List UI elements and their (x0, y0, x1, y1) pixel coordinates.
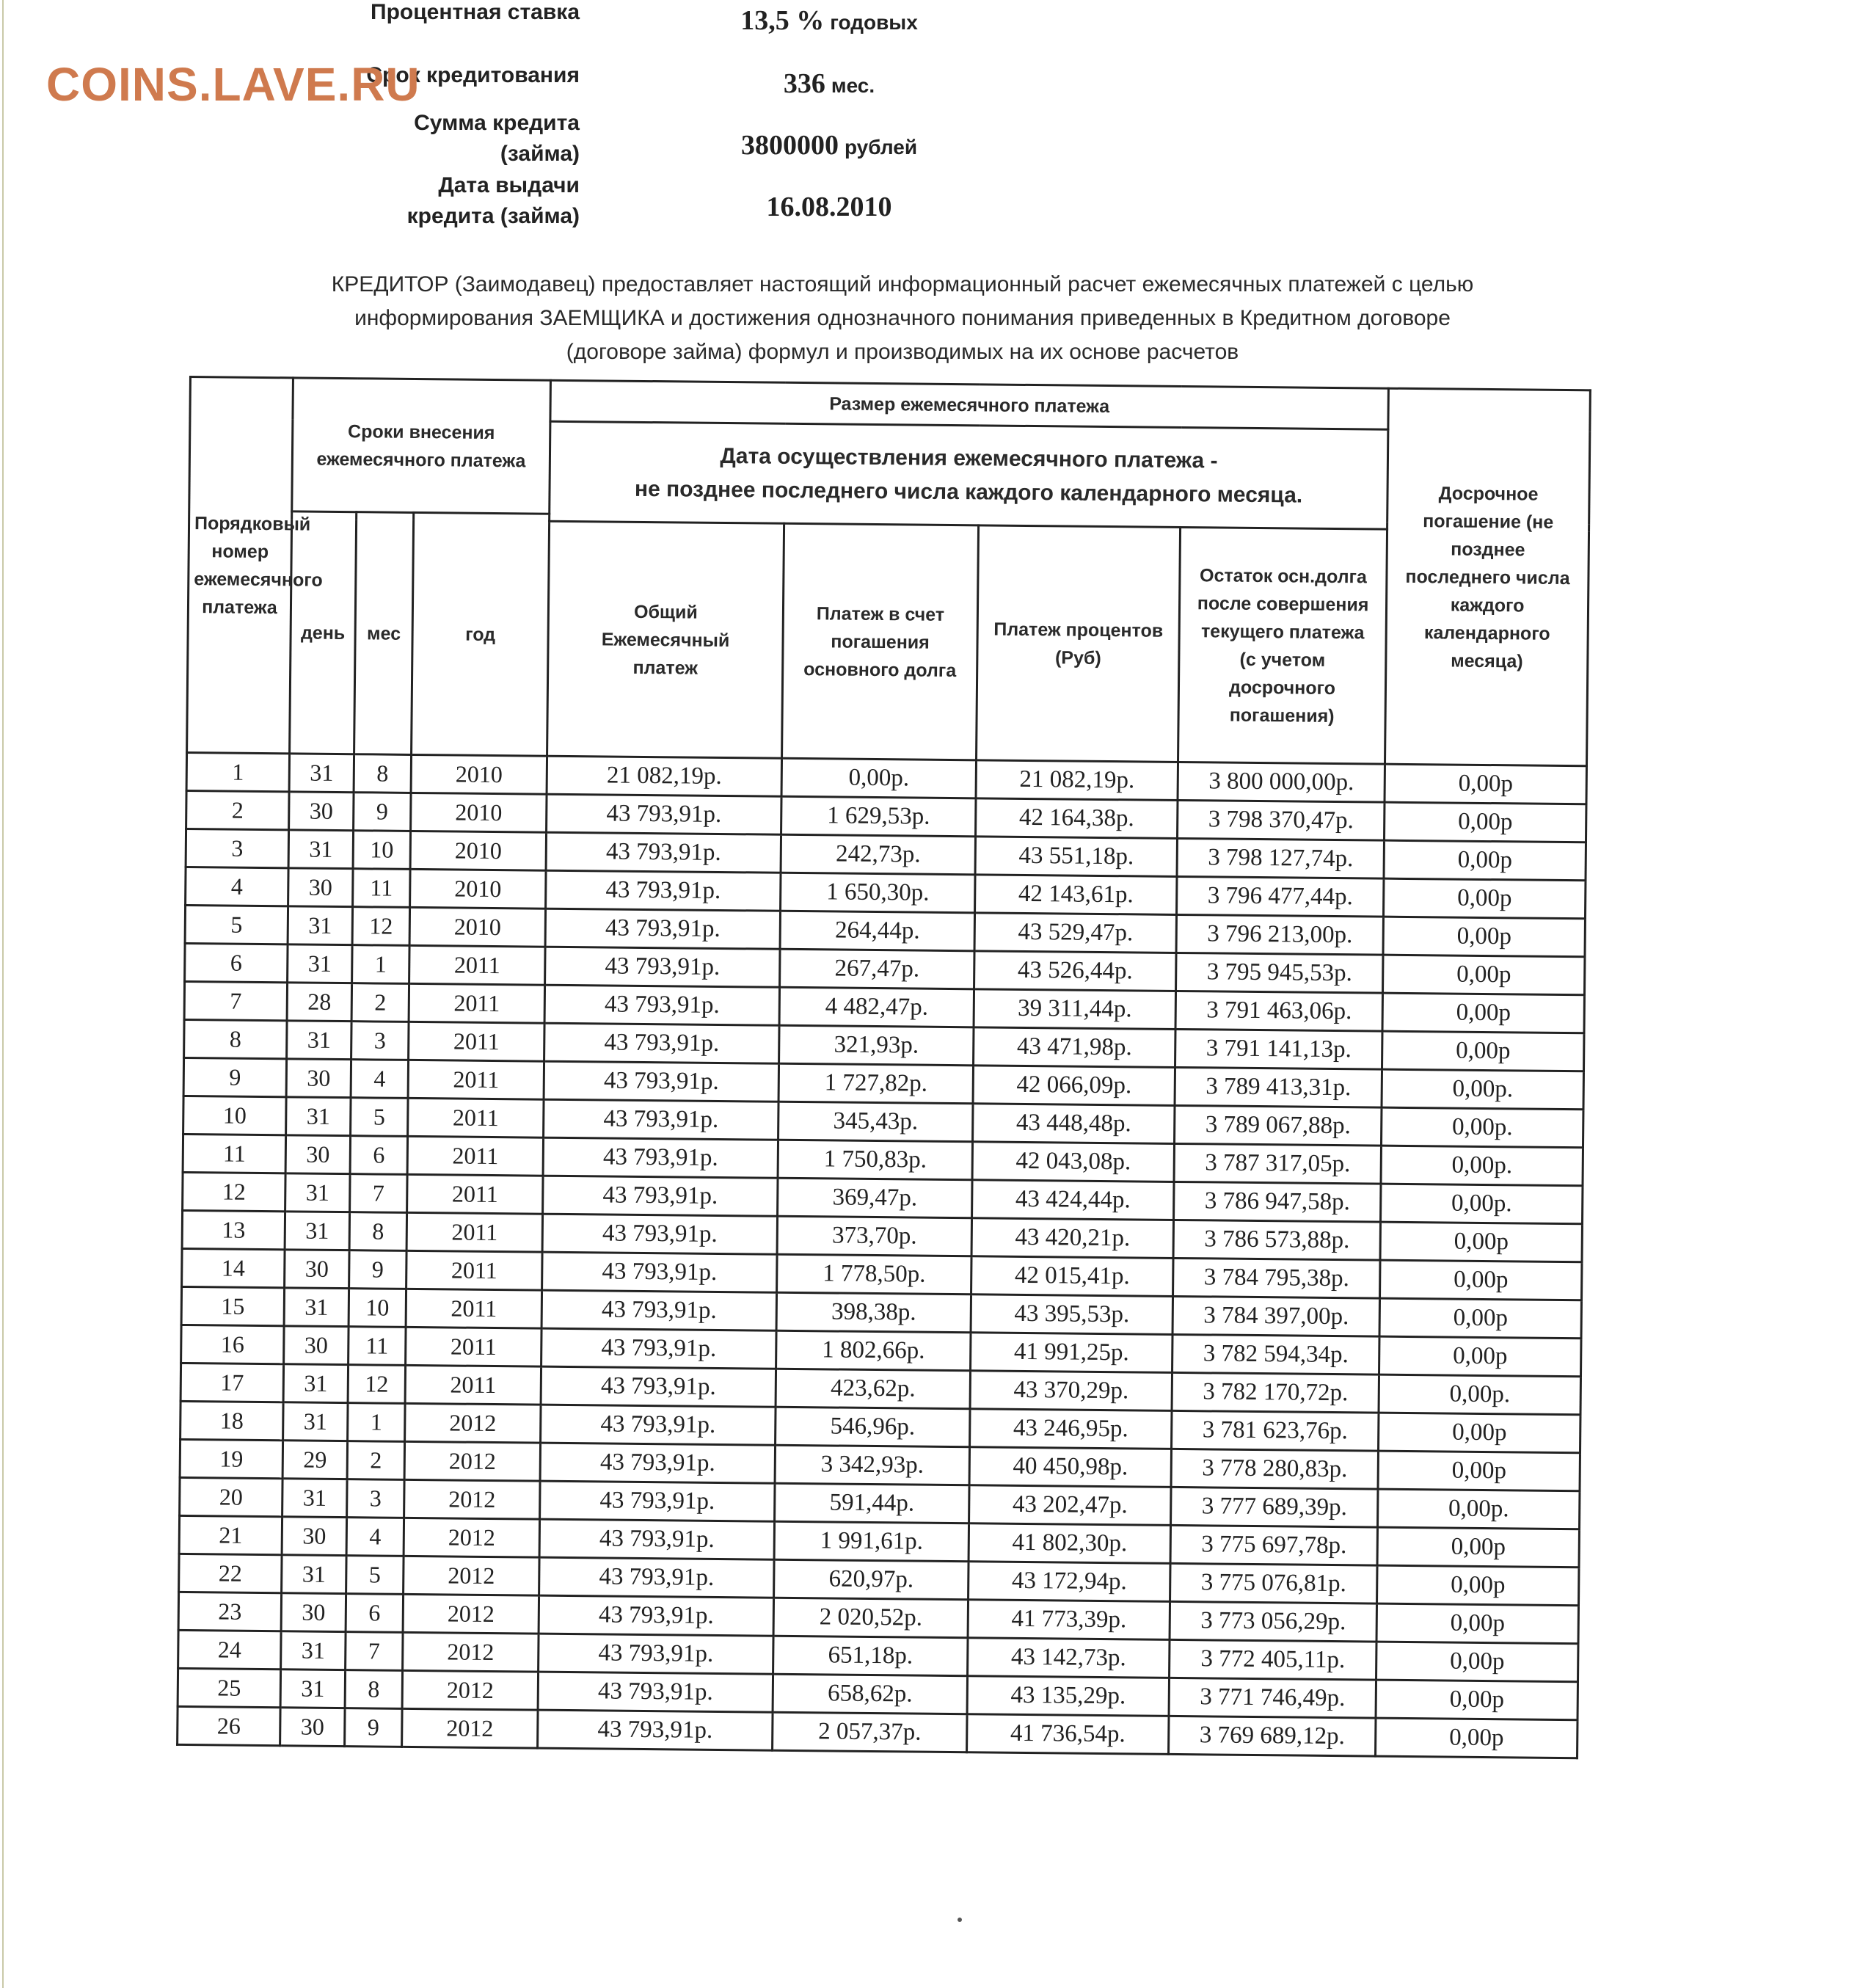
cell-day: 30 (289, 792, 354, 831)
cell-total: 43 793,91р. (546, 832, 781, 873)
cell-day: 30 (280, 1708, 345, 1747)
cell-balance: 3 798 127,74р. (1177, 838, 1385, 878)
intro-paragraph (293, 268, 1511, 369)
cell-total: 43 793,91р. (542, 1214, 777, 1254)
cell-principal: 1 650,30р. (781, 873, 975, 913)
cell-number: 13 (182, 1210, 285, 1249)
cell-day: 31 (283, 1364, 348, 1403)
cell-balance: 3 778 280,83р. (1171, 1449, 1379, 1489)
cell-day: 31 (287, 1021, 351, 1060)
cell-balance: 3 791 141,13р. (1175, 1029, 1383, 1069)
cell-balance: 3 786 947,58р. (1174, 1181, 1382, 1222)
cell-balance: 3 772 405,11р. (1170, 1639, 1377, 1680)
cell-number: 26 (178, 1706, 280, 1745)
cell-number: 2 (186, 790, 289, 829)
cell-year: 2010 (411, 793, 547, 832)
term-unit: мес. (831, 74, 875, 97)
cell-prepayment: 0,00р (1383, 917, 1585, 957)
header-payment-deadline-line2: не позднее последнего числа каждого календарного месяца. (634, 476, 1303, 508)
cell-interest: 41 991,25р. (971, 1333, 1172, 1373)
cell-interest: 43 551,18р. (975, 837, 1177, 877)
header-month: мес (354, 512, 414, 755)
cell-month: 2 (351, 983, 409, 1022)
cell-number: 25 (178, 1668, 280, 1707)
cell-prepayment: 0,00р (1376, 1718, 1578, 1758)
cell-day: 30 (281, 1593, 346, 1632)
cell-balance: 3 773 056,29р. (1170, 1601, 1377, 1642)
cell-balance: 3 771 746,49р. (1169, 1678, 1376, 1718)
cell-year: 2011 (409, 983, 545, 1023)
cell-balance: 3 775 076,81р. (1170, 1563, 1378, 1603)
cell-day: 31 (289, 754, 354, 793)
cell-prepayment: 0,00р (1380, 1222, 1582, 1262)
cell-balance: 3 782 594,34р. (1172, 1334, 1380, 1375)
cell-balance: 3 796 477,44р. (1177, 876, 1385, 917)
cell-total: 43 793,91р. (540, 1443, 775, 1483)
cell-day: 28 (287, 983, 351, 1022)
cell-principal: 2 057,37р. (773, 1712, 967, 1752)
cell-principal: 1 750,83р. (778, 1140, 972, 1180)
cell-number: 1 (186, 752, 289, 791)
cell-principal: 4 482,47р. (779, 987, 974, 1027)
date-value: 16.08.2010 (766, 192, 892, 222)
cell-number: 8 (184, 1019, 287, 1058)
cell-prepayment: 0,00р (1377, 1565, 1579, 1606)
cell-total: 43 793,91р. (538, 1672, 773, 1712)
cell-number: 15 (181, 1286, 284, 1325)
cell-interest: 43 395,53р. (971, 1295, 1172, 1335)
cell-year: 2010 (410, 869, 547, 909)
cell-year: 2012 (403, 1594, 539, 1634)
cell-prepayment: 0,00р (1380, 1260, 1582, 1300)
amount-label-line2: (займа) (500, 142, 580, 166)
cell-total: 43 793,91р. (539, 1557, 774, 1598)
cell-interest: 41 802,30р. (969, 1523, 1170, 1564)
cell-total: 43 793,91р. (542, 1252, 777, 1292)
cell-prepayment: 0,00р. (1378, 1489, 1580, 1529)
cell-year: 2012 (404, 1479, 541, 1519)
cell-number: 7 (184, 981, 287, 1020)
cell-month: 9 (354, 793, 411, 831)
header-remaining-balance: Остаток осн.долга после совершения текущего платежа (с учетом досрочного погашения) (1178, 527, 1387, 764)
cell-month: 9 (345, 1708, 402, 1747)
cell-day: 31 (288, 944, 352, 983)
cell-number: 22 (179, 1554, 282, 1592)
cell-interest: 43 370,29р. (970, 1371, 1172, 1411)
cell-prepayment: 0,00р (1385, 802, 1586, 842)
cell-principal: 321,93р. (779, 1025, 974, 1066)
cell-total: 43 793,91р. (545, 909, 780, 949)
cell-number: 21 (179, 1515, 282, 1554)
cell-year: 2012 (404, 1518, 540, 1557)
header-dates-group: Сроки внесения ежемесячного платежа (292, 378, 551, 514)
term-label: Срок кредитования (366, 63, 580, 87)
cell-interest: 42 015,41р. (971, 1256, 1173, 1297)
cell-number: 4 (186, 867, 288, 906)
cell-balance: 3 789 067,88р. (1175, 1105, 1382, 1146)
cell-balance: 3 777 689,39р. (1171, 1487, 1379, 1527)
cell-principal: 267,47р. (780, 949, 974, 989)
cell-month: 10 (349, 1289, 406, 1328)
cell-principal: 242,73р. (781, 834, 975, 875)
cell-principal: 1 727,82р. (778, 1063, 973, 1104)
date-label (407, 170, 580, 232)
cell-total: 43 793,91р. (544, 1099, 778, 1140)
amount-value (675, 129, 983, 161)
cell-balance: 3 784 397,00р. (1172, 1296, 1380, 1336)
header-prepayment: Досрочное погашение (не позднее последнего числа каждого календарного месяца) (1385, 388, 1591, 766)
cell-year: 2010 (409, 907, 546, 947)
cell-year: 2010 (411, 754, 547, 794)
rate-value (675, 4, 983, 37)
cell-total: 43 793,91р. (541, 1405, 776, 1445)
header-total-payment: Общий Ежемесячный платеж (547, 521, 784, 758)
cell-balance: 3 781 623,76р. (1172, 1410, 1379, 1451)
cell-total: 43 793,91р. (544, 985, 779, 1025)
cell-prepayment: 0,00р (1376, 1603, 1578, 1644)
cell-interest: 43 202,47р. (969, 1485, 1171, 1526)
cell-principal: 651,18р. (773, 1636, 968, 1676)
cell-principal: 1 802,66р. (776, 1330, 971, 1371)
cell-day: 31 (286, 1097, 351, 1136)
cell-day: 30 (282, 1517, 346, 1556)
cell-year: 2011 (406, 1250, 543, 1290)
cell-balance: 3 769 689,12р. (1169, 1716, 1376, 1756)
cell-balance: 3 795 945,53р. (1176, 953, 1384, 993)
cell-principal: 1 629,53р. (781, 796, 976, 837)
cell-interest: 43 471,98р. (974, 1027, 1175, 1068)
cell-number: 19 (180, 1439, 282, 1478)
cell-balance: 3 796 213,00р. (1176, 914, 1384, 955)
cell-year: 2012 (402, 1670, 539, 1710)
cell-interest: 21 082,19р. (976, 760, 1178, 801)
cell-month: 7 (346, 1632, 403, 1671)
cell-prepayment: 0,00р (1382, 1031, 1584, 1071)
cell-principal: 546,96р. (776, 1407, 970, 1447)
cell-principal: 1 778,50р. (777, 1254, 971, 1295)
scan-speck (958, 1918, 962, 1922)
cell-balance: 3 775 697,78р. (1170, 1525, 1378, 1565)
cell-day: 31 (285, 1212, 349, 1250)
cell-interest: 42 164,38р. (976, 798, 1178, 839)
cell-month: 8 (345, 1670, 402, 1709)
cell-number: 18 (180, 1401, 283, 1440)
cell-principal: 423,62р. (776, 1369, 970, 1409)
cell-interest: 43 246,95р. (970, 1409, 1172, 1449)
cell-prepayment: 0,00р (1377, 1527, 1579, 1568)
amount-label (414, 108, 580, 170)
cell-prepayment: 0,00р. (1382, 1107, 1583, 1148)
cell-month: 4 (351, 1060, 408, 1099)
cell-principal: 2 020,52р. (773, 1598, 968, 1638)
cell-prepayment: 0,00р (1379, 1413, 1580, 1453)
cell-month: 3 (351, 1022, 409, 1060)
cell-day: 31 (288, 830, 353, 869)
intro-line-3: (договоре займа) формул и производимых на их основе расчетов (566, 340, 1239, 364)
cell-prepayment: 0,00р. (1382, 1069, 1583, 1110)
cell-interest: 41 773,39р. (968, 1600, 1170, 1640)
cell-interest: 40 450,98р. (969, 1447, 1171, 1488)
header-day: день (290, 511, 357, 754)
cell-number: 20 (180, 1477, 282, 1516)
cell-prepayment: 0,00р (1382, 993, 1584, 1033)
cell-month: 2 (347, 1441, 404, 1480)
cell-day: 31 (282, 1479, 347, 1518)
cell-prepayment: 0,00р (1384, 840, 1586, 881)
cell-total: 43 793,91р. (538, 1710, 773, 1750)
scan-margin-line (2, 0, 4, 1988)
cell-interest: 43 529,47р. (974, 913, 1176, 953)
header-principal-payment: Платеж в счет погашения основного долга (782, 523, 979, 760)
cell-month: 12 (352, 907, 409, 946)
cell-year: 2010 (410, 831, 547, 870)
cell-day: 29 (282, 1441, 347, 1479)
cell-year: 2012 (402, 1708, 539, 1748)
cell-number: 12 (183, 1172, 285, 1211)
cell-number: 9 (183, 1057, 286, 1096)
cell-balance: 3 782 170,72р. (1172, 1372, 1379, 1413)
cell-total: 43 793,91р. (546, 870, 781, 911)
cell-month: 4 (346, 1518, 404, 1556)
cell-interest: 43 135,29р. (967, 1676, 1169, 1716)
cell-number: 10 (183, 1096, 286, 1135)
term-value (675, 68, 983, 100)
cell-principal: 591,44р. (775, 1483, 969, 1523)
cell-prepayment: 0,00р (1379, 1336, 1581, 1377)
cell-month: 11 (349, 1327, 406, 1366)
cell-interest: 43 526,44р. (974, 951, 1176, 991)
cell-interest: 39 311,44р. (974, 989, 1175, 1030)
amount-number: 3800000 (740, 130, 839, 161)
cell-prepayment: 0,00р (1376, 1642, 1578, 1682)
cell-balance: 3 784 795,38р. (1173, 1258, 1381, 1298)
cell-total: 43 793,91р. (543, 1137, 778, 1178)
payment-schedule-table (176, 376, 1591, 1759)
header-interest-payment: Платеж процентов (Руб) (977, 525, 1181, 762)
cell-interest: 42 043,08р. (972, 1142, 1174, 1182)
header-payment-group: Размер ежемесячного платежа (550, 380, 1389, 429)
cell-prepayment: 0,00р. (1381, 1184, 1583, 1224)
cell-month: 9 (349, 1250, 406, 1289)
cell-balance: 3 787 317,05р. (1174, 1143, 1382, 1184)
cell-interest: 43 420,21р. (971, 1218, 1173, 1259)
cell-day: 30 (285, 1135, 350, 1174)
cell-day: 30 (288, 868, 353, 907)
cell-principal: 369,47р. (778, 1178, 972, 1218)
intro-line-2: информирования ЗАЕМЩИКА и достижения однозначного понимания приведенных в Кредитном договоре (354, 306, 1451, 330)
amount-unit: рублей (844, 136, 918, 159)
cell-principal: 3 342,93р. (775, 1445, 969, 1485)
cell-interest: 43 424,44р. (972, 1180, 1174, 1220)
cell-prepayment: 0,00р (1379, 1298, 1581, 1339)
cell-number: 23 (178, 1592, 281, 1631)
header-payment-deadline-line1: Дата осуществления ежемесячного платежа - (720, 443, 1218, 473)
cell-principal: 345,43р. (778, 1102, 973, 1142)
cell-prepayment: 0,00р. (1381, 1146, 1583, 1186)
cell-total: 43 793,91р. (539, 1595, 773, 1636)
cell-month: 1 (348, 1403, 405, 1442)
cell-number: 14 (182, 1248, 285, 1287)
cell-year: 2011 (407, 1174, 544, 1214)
cell-number: 17 (180, 1363, 283, 1402)
cell-year: 2012 (404, 1556, 540, 1595)
intro-line-1: КРЕДИТОР (Заимодавец) предоставляет настоящий информационный расчет ежемесячных платежей с целью (331, 272, 1474, 296)
cell-month: 6 (350, 1136, 407, 1175)
cell-total: 43 793,91р. (541, 1290, 776, 1330)
cell-prepayment: 0,00р (1383, 955, 1585, 995)
cell-year: 2011 (407, 1136, 544, 1176)
cell-day: 31 (281, 1631, 346, 1670)
cell-principal: 373,70р. (777, 1216, 971, 1256)
cell-month: 8 (354, 754, 411, 793)
cell-total: 21 082,19р. (547, 756, 781, 796)
cell-month: 3 (347, 1479, 404, 1518)
cell-interest: 41 736,54р. (967, 1714, 1169, 1755)
cell-day: 31 (280, 1670, 345, 1708)
cell-month: 12 (348, 1365, 405, 1404)
cell-year: 2011 (406, 1327, 542, 1366)
header-payment-number: Порядковый номер ежемесячного платежа (187, 377, 293, 754)
rate-number: 13,5 % (740, 5, 825, 36)
cell-year: 2011 (409, 945, 546, 985)
cell-year: 2011 (408, 1098, 544, 1137)
cell-principal: 0,00р. (781, 758, 976, 798)
cell-balance: 3 791 463,06р. (1175, 991, 1383, 1031)
cell-total: 43 793,91р. (544, 1061, 778, 1102)
cell-interest: 43 142,73р. (968, 1638, 1170, 1678)
cell-month: 5 (346, 1556, 404, 1595)
amount-label-line1: Сумма кредита (414, 111, 580, 135)
cell-year: 2012 (405, 1403, 541, 1443)
date-label-line1: Дата выдачи (438, 173, 580, 197)
schedule-body (178, 752, 1587, 1758)
cell-year: 2011 (406, 1212, 543, 1252)
cell-total: 43 793,91р. (539, 1634, 773, 1674)
term-number: 336 (783, 68, 825, 99)
cell-day: 30 (284, 1326, 349, 1365)
cell-day: 31 (288, 906, 352, 945)
cell-total: 43 793,91р. (547, 794, 781, 834)
cell-prepayment: 0,00р (1378, 1451, 1580, 1491)
cell-day: 31 (285, 1173, 350, 1212)
cell-balance: 3 800 000,00р. (1178, 762, 1385, 802)
cell-principal: 658,62р. (773, 1674, 967, 1714)
cell-month: 5 (351, 1098, 408, 1137)
cell-balance: 3 786 573,88р. (1173, 1220, 1381, 1260)
cell-number: 16 (181, 1325, 284, 1363)
cell-day: 31 (284, 1288, 349, 1327)
cell-day: 31 (282, 1555, 346, 1594)
cell-total: 43 793,91р. (543, 1176, 778, 1216)
cell-number: 3 (186, 829, 288, 867)
cell-balance: 3 789 413,31р. (1175, 1067, 1382, 1107)
cell-day: 31 (283, 1402, 348, 1441)
cell-principal: 620,97р. (774, 1559, 969, 1600)
rate-unit: годовых (830, 11, 918, 34)
cell-total: 43 793,91р. (544, 1023, 779, 1063)
cell-interest: 43 448,48р. (973, 1104, 1175, 1144)
cell-day: 30 (286, 1059, 351, 1098)
cell-number: 6 (185, 943, 288, 982)
cell-interest: 42 143,61р. (975, 875, 1177, 915)
cell-total: 43 793,91р. (540, 1481, 775, 1521)
cell-month: 10 (353, 831, 410, 870)
cell-number: 5 (185, 905, 288, 944)
cell-month: 6 (346, 1594, 403, 1633)
cell-year: 2012 (404, 1441, 541, 1481)
cell-total: 43 793,91р. (545, 947, 780, 987)
cell-interest: 42 066,09р. (973, 1066, 1175, 1106)
cell-number: 11 (183, 1134, 285, 1173)
cell-total: 43 793,91р. (541, 1366, 776, 1407)
cell-number: 24 (178, 1630, 281, 1669)
cell-total: 43 793,91р. (541, 1328, 776, 1369)
cell-prepayment: 0,00р. (1379, 1375, 1580, 1415)
cell-principal: 1 991,61р. (774, 1521, 969, 1562)
cell-interest: 43 172,94р. (969, 1562, 1170, 1602)
cell-month: 11 (353, 869, 410, 908)
cell-year: 2012 (403, 1632, 539, 1672)
header-payment-deadline (550, 421, 1388, 529)
cell-total: 43 793,91р. (539, 1519, 774, 1559)
cell-principal: 398,38р. (776, 1292, 971, 1333)
cell-principal: 264,44р. (780, 911, 974, 951)
cell-month: 1 (352, 945, 409, 984)
cell-year: 2011 (409, 1022, 545, 1061)
cell-balance: 3 798 370,47р. (1178, 800, 1385, 840)
cell-prepayment: 0,00р (1385, 764, 1586, 804)
payment-schedule-table-wrap (176, 376, 1591, 1759)
date-label-line2: кредита (займа) (406, 204, 580, 228)
cell-day: 30 (285, 1250, 349, 1289)
cell-year: 2011 (405, 1365, 541, 1405)
cell-month: 8 (349, 1212, 406, 1251)
cell-year: 2011 (408, 1060, 544, 1099)
rate-label: Процентная ставка (371, 0, 580, 24)
cell-month: 7 (350, 1174, 407, 1213)
header-year: год (412, 512, 550, 756)
cell-prepayment: 0,00р (1376, 1680, 1578, 1720)
cell-prepayment: 0,00р (1384, 878, 1586, 919)
watermark: COINS.LAVE.RU (46, 58, 420, 111)
cell-year: 2011 (406, 1289, 542, 1328)
